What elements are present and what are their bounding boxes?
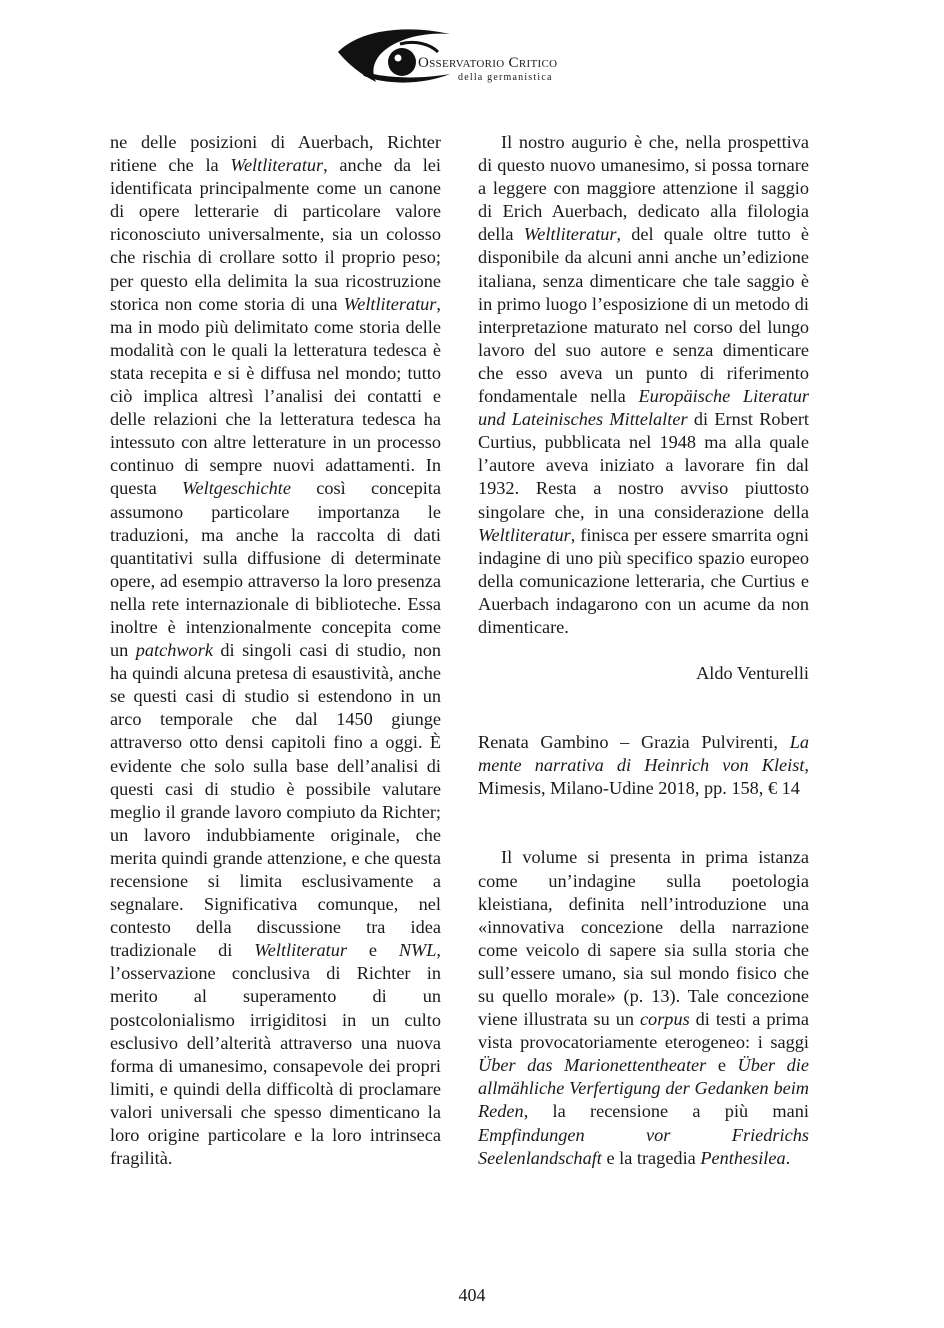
logo-title: Osservatorio Critico [418,55,558,71]
italic-term: Empfindungen vor Friedrichs Seelenlandschaft [478,1124,809,1168]
text-run: , Mimesis, Milano-Udine 2018, pp. 158, € 14 [478,755,809,799]
left-column [110,131,441,1170]
italic-term: corpus [639,1009,690,1030]
italic-term: Über das Marionettentheater [478,1055,707,1076]
body-paragraph [478,846,809,1169]
page-number: 404 [458,1285,486,1305]
review-author: Aldo Venturelli [696,663,809,684]
text-run: e [706,1055,738,1076]
text-run: , la recensione a più mani [523,1101,809,1122]
text-run: ne delle posizioni di Auerbach, Richter ritiene che la [110,132,441,176]
italic-term: Weltliteratur [478,524,571,545]
italic-term: Über die allmähliche Verfertigung der Gedanken beim Reden [478,1055,809,1122]
text-run: e la tragedia [601,1147,701,1168]
book-citation [478,731,809,800]
italic-term: patchwork [135,640,213,661]
text-run: e [346,940,399,961]
italic-term: Penthesilea [700,1147,786,1168]
italic-term: La mente narrativa di Heinrich von Kleist [478,732,809,776]
body-paragraph [478,131,809,639]
italic-term: Weltgeschichte [181,478,291,499]
text-run: di testi a prima vista provocatoriamente eterogeneo: i saggi [478,1009,809,1053]
journal-header [330,22,590,92]
italic-term: Weltliteratur [343,293,437,314]
text-run: così concepita assumono particolare importanza le traduzioni, ma anche la raccolta di dati quantitativi sulla diffusione di determinate opere, ad esempio attraverso la loro presenza nella rete internazionale di biblioteche. Essa inoltre è intenzionalmente concepita come un [110,478,441,661]
italic-term: Weltliteratur [230,155,324,176]
text-run: , anche da lei identificata principalmente come un canone di opere letterarie di particolare valore riconosciuto universalmente, sia un colosso che rischia di crollare sotto il proprio peso; per questo ella delimita la sua ricostruzione storica non come storia di una [110,155,442,314]
text-run: di singoli casi di studio, non ha quindi alcuna pretesa di esaustività, anche se questi casi di studio si estendono in un arco temporale che dal 1450 giunge attraverso otto densi capitoli fino a oggi. È evidente che solo sulla base dell’analisi di questi casi di studio è possibile valutare meglio il grande lavoro compiuto da Richter; un lavoro indubbiamente originale, che merita quindi grande attenzione, e che questa recensione si limita esclusivamente a segnalare. Significativa comunque, nel contesto della discussione tra idea tradizionale di [110,640,441,961]
body-paragraph [110,131,441,1170]
italic-term: Weltliteratur [523,224,617,245]
text-run: , ma in modo più delimitato come storia delle modalità con le quali la letteratura tedesca è stata recepita e si è diffusa nel mondo; tutto ciò implica altresì l’analisi dei contatti e delle relazioni che la letteratura tedesca ha intessuto con altre letterature in un processo continuo di sempre nuovi adattamenti. In questa [110,293,441,499]
italic-term: Weltliteratur [254,940,347,961]
text-run: Renata Gambino – Grazia Pulvirenti, [478,732,790,753]
text-run: , l’osservazione conclusiva di Richter in merito al superamento di un postcolonialismo irrigiditosi in un culto esclusivo dell’alterità attraverso una nuova forma di umanesimo, consapevole dei propri limiti, e quindi della difficoltà di proclamare valori universali che spesso dimenticano la loro origine particolare e la loro intrinseca fragilità. [110,940,441,1169]
italic-term: NWL [398,940,437,961]
text-run: Il nostro augurio è che, nella prospettiva di questo nuovo umanesimo, si possa tornare a leggere con maggiore attenzione il saggio di Erich Auerbach, dedicato alla filologia della [478,132,809,245]
text-run: di Ernst Robert Curtius, pubblicata nel 1948 ma alla quale l’autore aveva iniziato a lavorare fin dal 1932. Resta a nostro avviso piuttosto singolare che, in una considerazione della [478,409,809,522]
text-run: , del quale oltre tutto è disponibile da alcuni anni anche un’edizione italiana, senza dimenticare che tale saggio è in primo luogo l’esposizione di un metodo di interpretazione maturato nel corso del lungo lavoro del suo autore e senza dimenticare che esso aveva un punto di riferimento fondamentale nella [478,224,809,407]
text-run: Il volume si presenta in prima istanza come un’indagine sulla poetologia kleistiana, definita nell’introduzione una «innovativa concezione della narrazione come veicolo di sapere sia sulla storia che sull’essere umano, sia sul mondo fisico che su quello morale» (p. 13). Tale concezione viene illustrata su un [478,847,809,1030]
italic-term: Europäische Literatur und Lateinisches Mittelalter [478,386,809,430]
text-run: . [785,1147,791,1168]
logo-subtitle: della germanistica [458,72,553,83]
right-column [478,131,809,1170]
text-run: , finisca per essere smarrita ogni indagine di uno più specifico spazio europeo della comunicazione letteraria, che Curtius e Auerbach indagarono con un acume da non dimenticare. [478,524,809,637]
